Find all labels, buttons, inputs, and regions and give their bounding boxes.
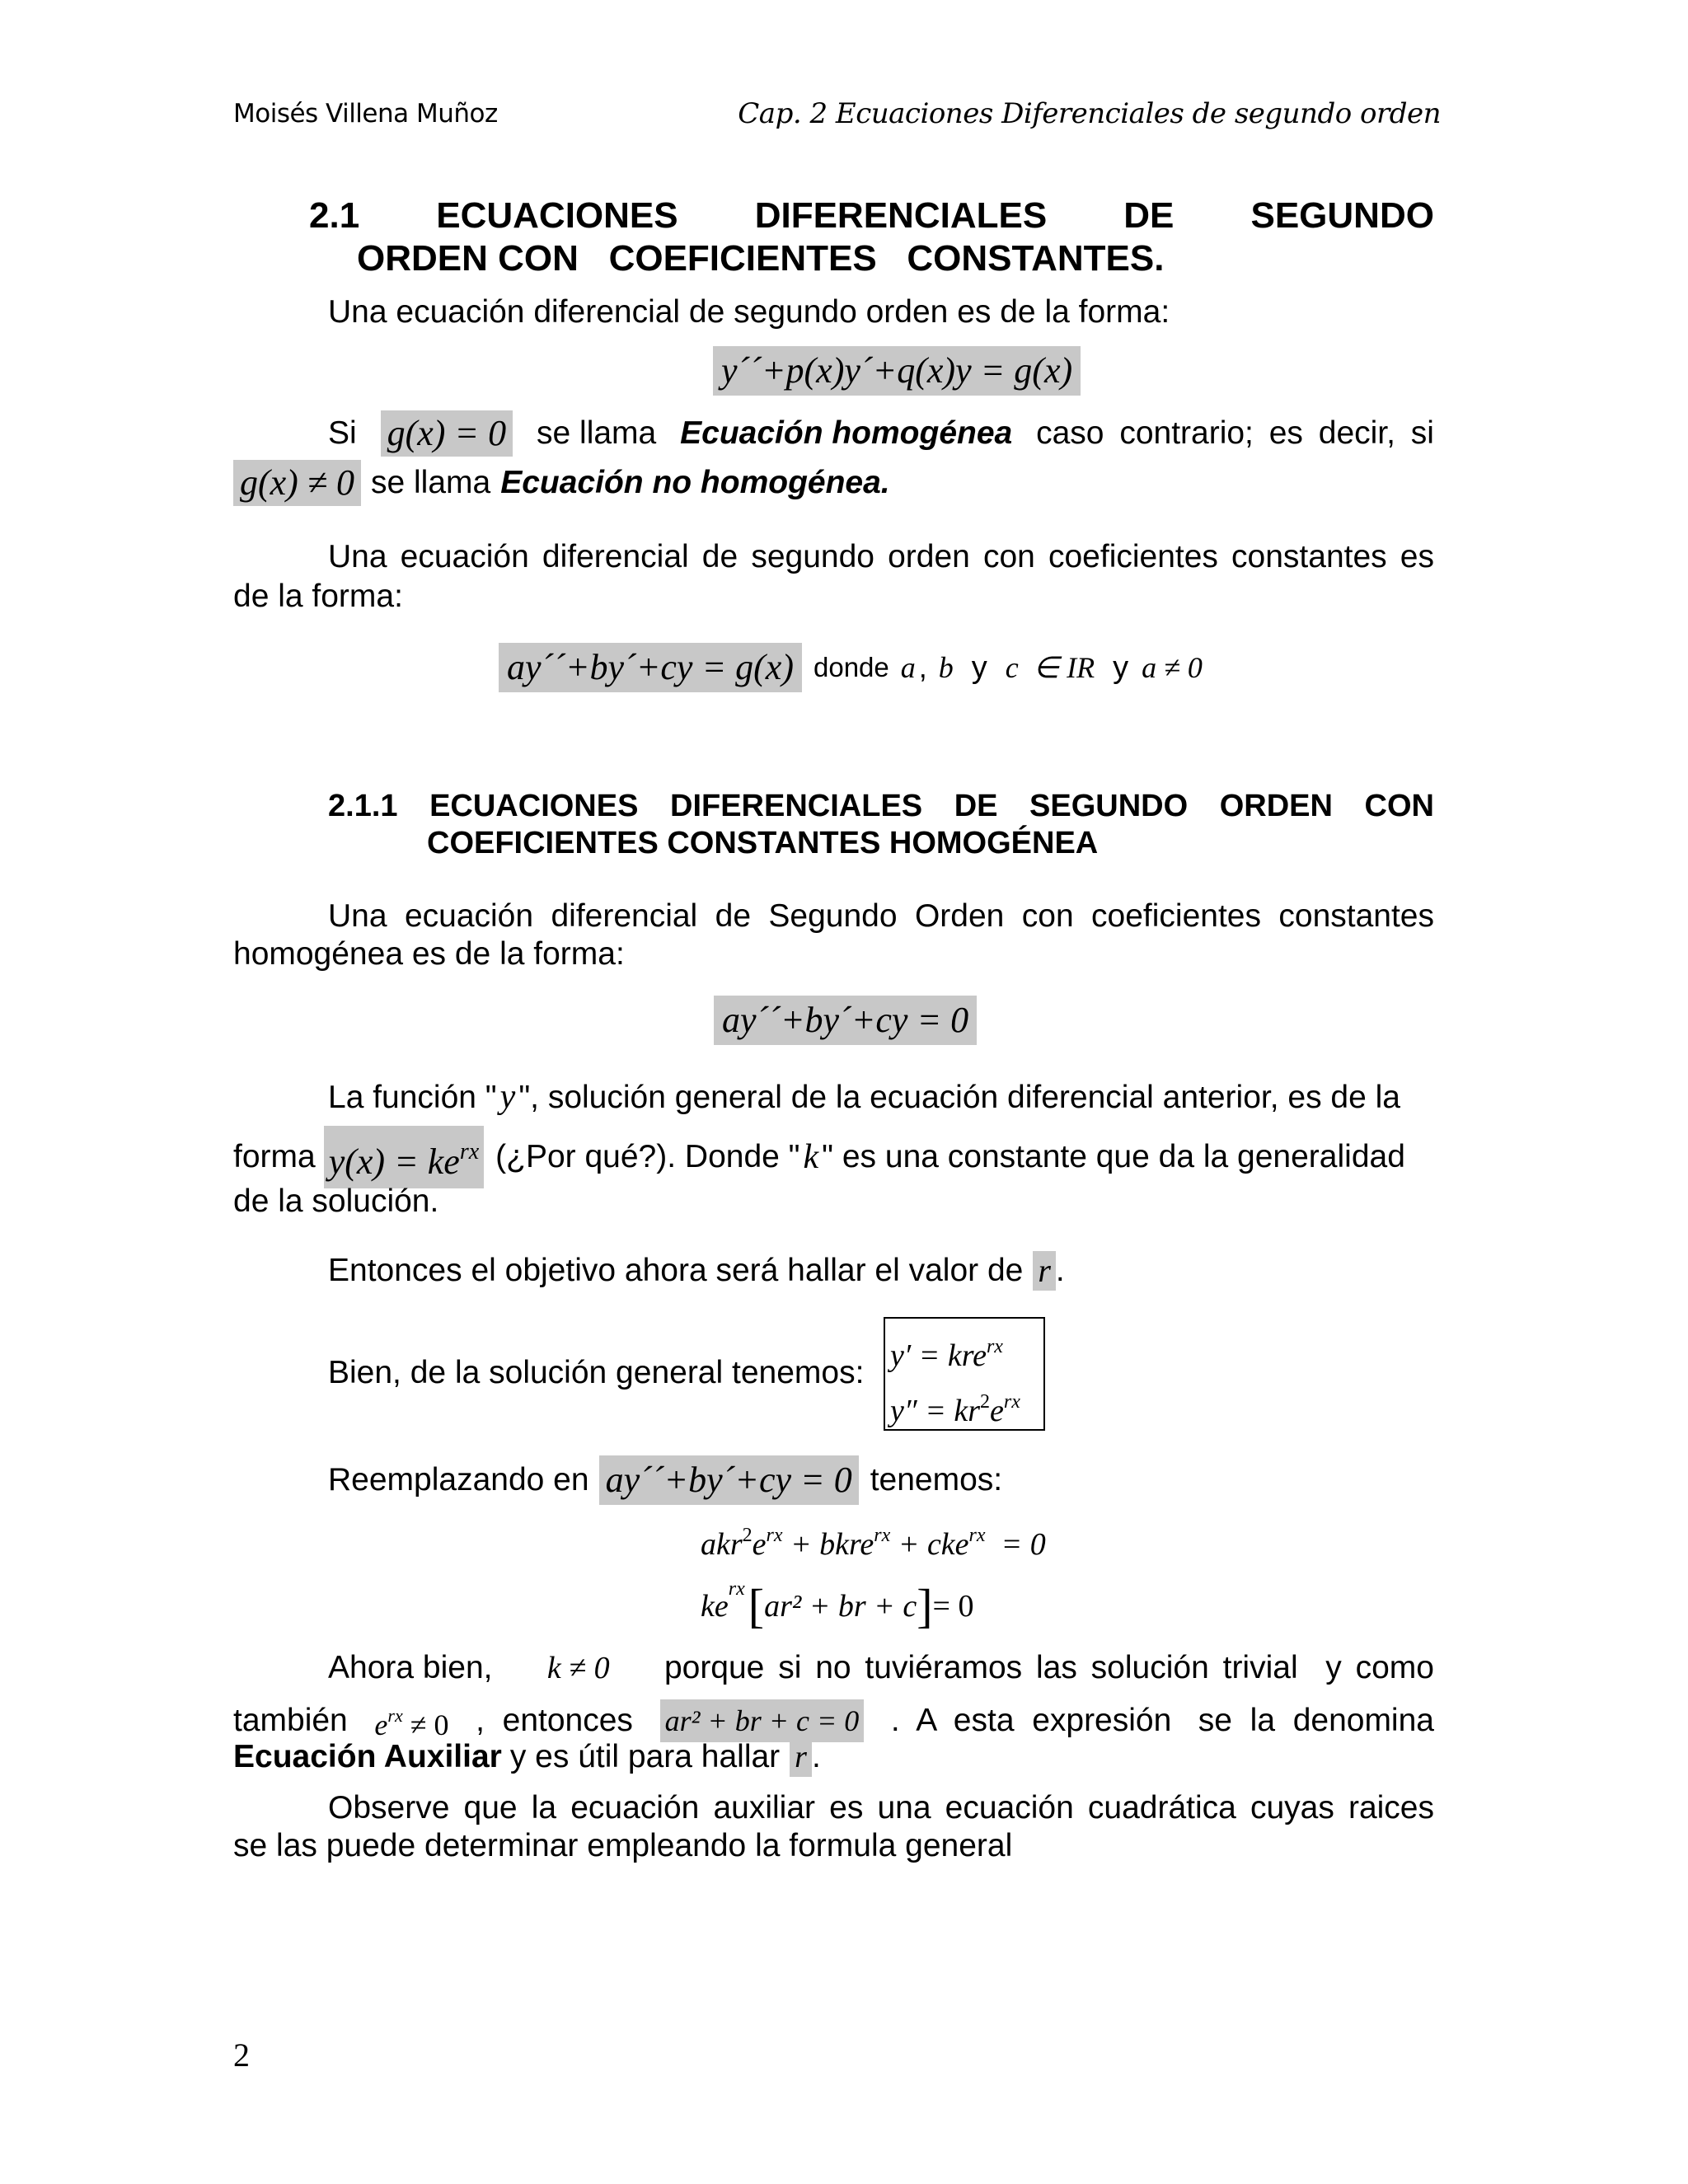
math-exponent: rx (766, 1525, 783, 1546)
page-number: 2 (233, 2036, 250, 2074)
text: también (233, 1702, 348, 1738)
math-expr: ar² + br + c (764, 1588, 917, 1624)
section-number: 2.1 (309, 195, 360, 236)
heading-word: DE (954, 789, 998, 823)
text: se llama (537, 415, 657, 451)
text: , (918, 650, 927, 684)
heading-word: CON (1364, 789, 1434, 823)
math-expr: = 0 (985, 1527, 1046, 1562)
math-exponent: 2 (980, 1391, 990, 1413)
paragraph-5-line3: de la solución. (233, 1183, 439, 1219)
heading-word: ECUACIONES (436, 195, 678, 236)
math-expr: e (374, 1708, 388, 1741)
equation-homogeneous: ay´´+by´+cy = 0 (714, 996, 977, 1045)
math-var: c (1005, 651, 1019, 684)
paragraph-1: Una ecuación diferencial de segundo orden es de la forma: (328, 294, 1170, 330)
math-expr: ≠ 0 (402, 1708, 449, 1741)
paragraph-3-line2: de la forma: (233, 579, 403, 614)
text: , entonces (476, 1702, 633, 1738)
math-exponent: rx (1003, 1391, 1020, 1413)
derivation-line2 (701, 1578, 973, 1633)
text: " es una constante que da la generalidad (822, 1139, 1405, 1174)
paragraph-7: Bien, de la solución general tenemos: (328, 1355, 865, 1390)
text: y (971, 649, 987, 685)
text: porque si no tuviéramos las solución trivial y como (663, 1650, 1434, 1685)
heading-word: SEGUNDO (1029, 789, 1189, 823)
math-exponent: rx (459, 1139, 480, 1165)
text: caso contrario; es decir, si (1036, 415, 1434, 451)
heading-word: ECUACIONES (429, 789, 639, 823)
paragraph-9-line1 (328, 1648, 1434, 1688)
second-derivative (890, 1379, 1039, 1434)
equation-g-zero: g(x) = 0 (381, 410, 513, 457)
math-exponent: rx (874, 1525, 891, 1546)
text: y es útil para hallar (509, 1739, 781, 1774)
math-expr: ke (701, 1588, 729, 1624)
derivatives-box (884, 1317, 1045, 1431)
equation-solution-form (324, 1126, 484, 1188)
math-expr: + bkre (782, 1527, 874, 1562)
paragraph-5-line2 (233, 1126, 1434, 1188)
math-var: y (499, 1078, 516, 1116)
math-var: r (1033, 1251, 1056, 1291)
text: Reemplazando en (328, 1462, 589, 1497)
paragraph-6 (328, 1251, 1065, 1291)
subsection-number: 2.1.1 (328, 789, 398, 823)
term-non-homogeneous: Ecuación no homogénea. (500, 465, 890, 500)
term-homogeneous: Ecuación homogénea (680, 415, 1013, 451)
math-exponent: 2 (742, 1525, 753, 1546)
equation-general: y´´+p(x)y´+q(x)y = g(x) (713, 346, 1081, 396)
paragraph-9-line3 (233, 1737, 821, 1777)
text: (¿Por qué?). Donde " (495, 1139, 800, 1174)
heading-word: DIFERENCIALES (754, 195, 1048, 236)
paragraph-10-line1: Observe que la ecuación auxiliar es una ecuación cuadrática cuyas raices (328, 1790, 1434, 1825)
derivation-line1 (701, 1525, 1046, 1563)
equation-constant-coefficients: ay´´+by´+cy = g(x) (499, 643, 802, 692)
paragraph-5-line1 (328, 1077, 1434, 1118)
paragraph-8 (328, 1455, 1002, 1505)
math-exponent: rx (968, 1525, 986, 1546)
text: La función " (328, 1080, 497, 1115)
first-derivative (890, 1324, 1039, 1379)
left-bracket: [ (748, 1579, 765, 1633)
math-set: ∈ IR (1033, 651, 1095, 684)
math-expr: y(x) = ke (328, 1141, 460, 1182)
heading-word: DE (1123, 195, 1175, 236)
paragraph-2-line1 (328, 410, 1434, 457)
math-var: b (938, 651, 954, 684)
section-heading-line1 (309, 194, 1434, 237)
text: donde (813, 652, 889, 682)
header-author: Moisés Villena Muñoz (233, 99, 498, 129)
paragraph-4-line1: Una ecuación diferencial de Segundo Orden con coeficientes constantes (328, 898, 1434, 934)
text: Ahora bien, (328, 1650, 493, 1685)
math-expr: k ≠ 0 (546, 1651, 610, 1685)
math-expr: = 0 (932, 1588, 974, 1624)
equation-constant-coefficients-row (499, 643, 1203, 692)
subsection-heading-line1 (328, 787, 1434, 825)
math-expr: akr (701, 1527, 743, 1562)
text: tenemos: (870, 1462, 1003, 1497)
math-exponent: rx (986, 1336, 1003, 1357)
heading-word: DIFERENCIALES (670, 789, 923, 823)
text: ", solución general de la ecuación diferencial anterior, es de la (518, 1080, 1400, 1115)
right-bracket: ] (917, 1579, 933, 1633)
math-expr: + cke (890, 1527, 969, 1562)
math-var: a (900, 651, 916, 684)
equation-homogeneous-inline: ay´´+by´+cy = 0 (599, 1455, 859, 1505)
math-expr: e (752, 1527, 767, 1562)
math-exponent: rx (387, 1705, 403, 1726)
equation-g-nonzero: g(x) ≠ 0 (233, 460, 361, 506)
text: . (1055, 1253, 1065, 1288)
text: Entonces el objetivo ahora será hallar el valor de (328, 1253, 1024, 1288)
math-expr: y′ = kre (890, 1338, 987, 1373)
header-chapter: Cap. 2 Ecuaciones Diferenciales de segundo orden (738, 97, 1441, 130)
paragraph-10-line2: se las puede determinar empleando la formula general (233, 1828, 1013, 1863)
paragraph-4-line2: homogénea es de la forma: (233, 936, 625, 972)
math-expr: e (990, 1394, 1004, 1428)
auxiliary-equation: ar² + br + c = 0 (660, 1699, 865, 1742)
math-var: r (790, 1737, 812, 1777)
math-exponent: rx (728, 1578, 745, 1600)
math-expr: a ≠ 0 (1142, 651, 1203, 684)
section-heading-line2: ORDEN CON COEFICIENTES CONSTANTES. (357, 238, 1165, 279)
text: y (1113, 649, 1129, 685)
text: Si (328, 415, 357, 451)
paragraph-2-line2 (233, 460, 890, 506)
text: se llama (370, 465, 491, 500)
text: forma (233, 1139, 316, 1174)
math-var: k (803, 1138, 819, 1176)
math-expr: y″ = kr (890, 1394, 980, 1428)
term-auxiliary-equation: Ecuación Auxiliar (233, 1739, 502, 1774)
subsection-heading-line2: COEFICIENTES CONSTANTES HOMOGÉNEA (427, 826, 1099, 860)
heading-word: SEGUNDO (1250, 195, 1434, 236)
paragraph-3-line1: Una ecuación diferencial de segundo orden con coeficientes constantes es (328, 539, 1434, 574)
text: . A esta expresión se la denomina (890, 1702, 1434, 1738)
text: . (811, 1739, 821, 1774)
heading-word: ORDEN (1219, 789, 1333, 823)
